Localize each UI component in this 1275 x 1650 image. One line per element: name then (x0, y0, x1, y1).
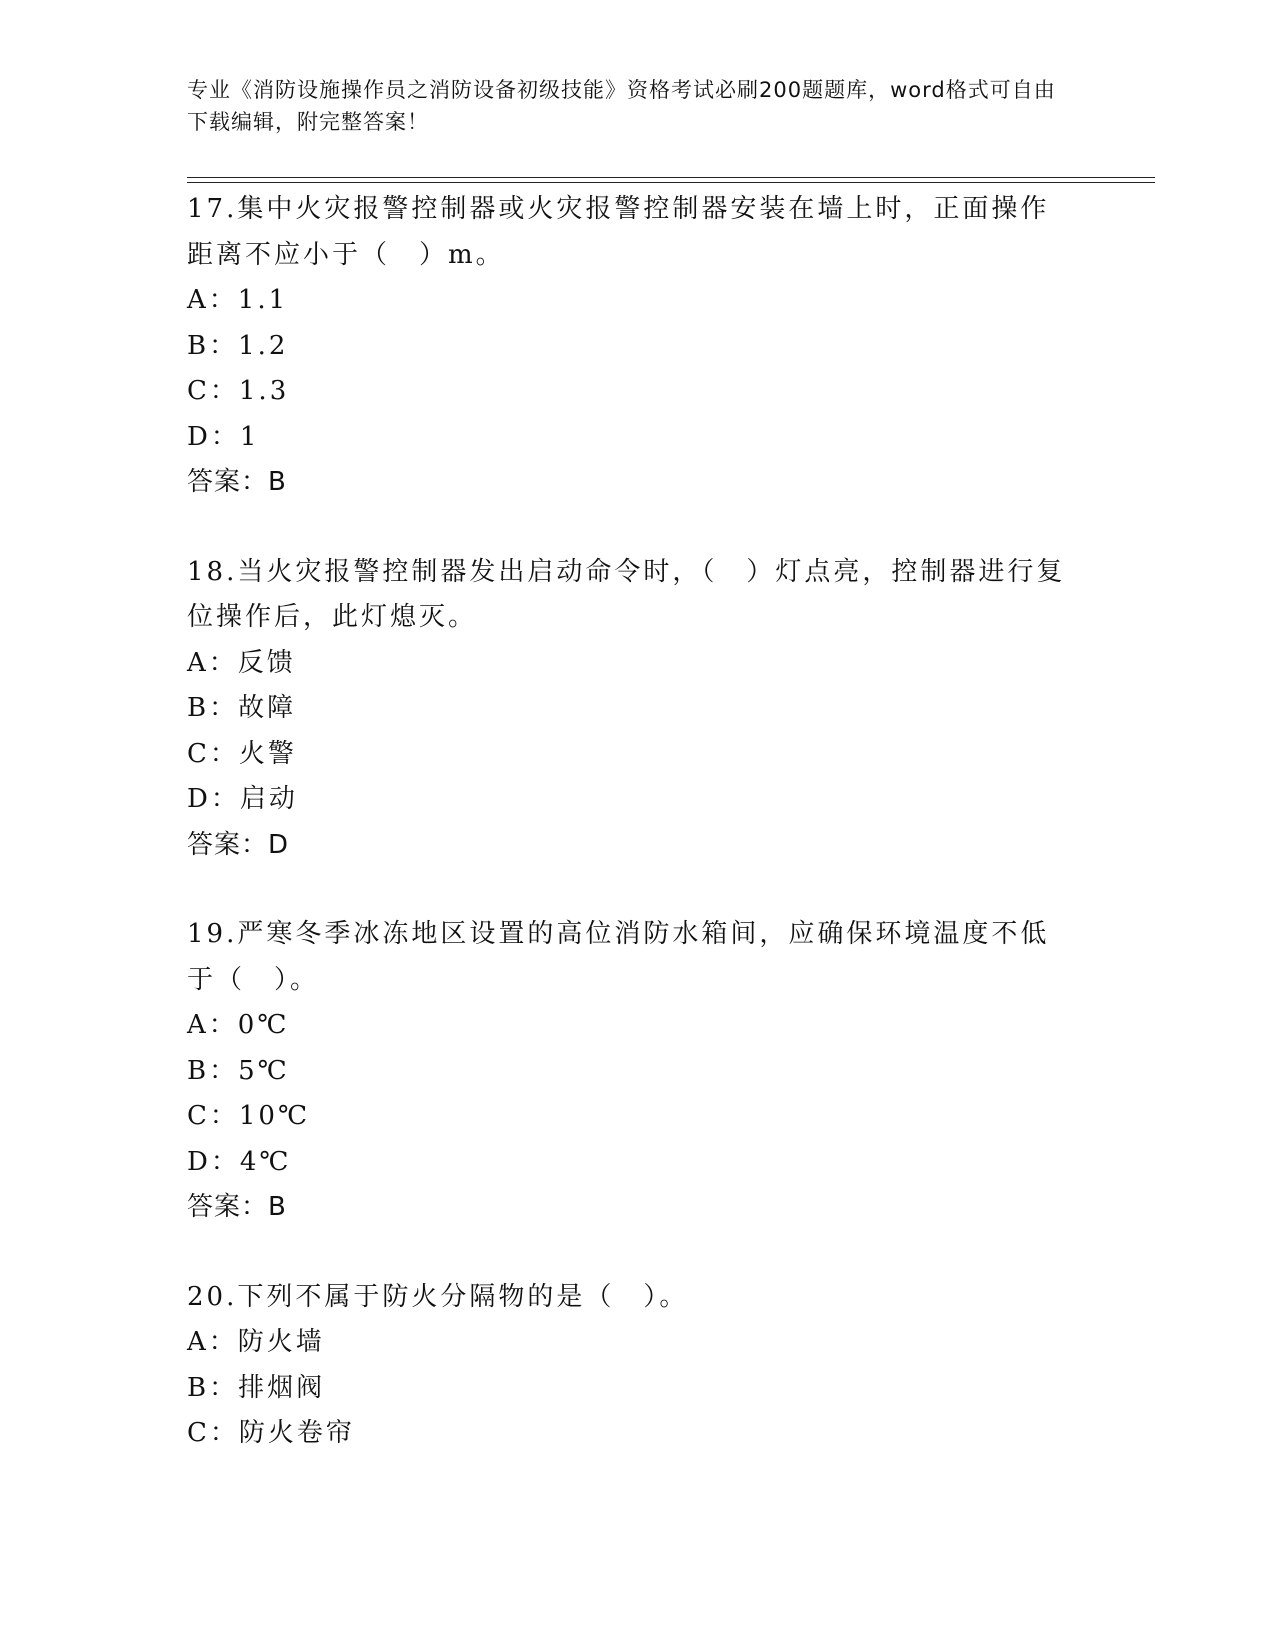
answer: 答案：D (187, 829, 290, 860)
question-19 (187, 912, 1087, 1231)
option-a: A：防火墙 (187, 1327, 325, 1357)
option-b: B：1.2 (187, 330, 289, 361)
option-c: C：1.3 (187, 376, 290, 406)
question-stem: 20.下列不属于防火分隔物的是（ ）。 (187, 1281, 689, 1312)
option-b: B：排烟阀 (187, 1372, 326, 1403)
question-stem: 18.当火灾报警控制器发出启动命令时，（ ）灯点亮，控制器进行复位操作后，此灯熄灭。 (187, 556, 1066, 632)
option-c: C：火警 (187, 738, 297, 769)
option-a: A：0℃ (187, 1010, 290, 1040)
header-divider-bottom (187, 182, 1155, 183)
option-b: B：故障 (187, 693, 297, 723)
option-a: A：1.1 (187, 285, 289, 315)
question-stem: 17.集中火灾报警控制器或火灾报警控制器安装在墙上时，正面操作距离不应小于（ ）m。 (187, 194, 1050, 270)
option-d: D：启动 (187, 784, 298, 814)
answer: 答案：B (187, 467, 287, 497)
option-d: D：4℃ (187, 1146, 292, 1177)
header-divider-top (187, 177, 1155, 178)
answer: 答案：B (187, 1192, 287, 1222)
option-b: B：5℃ (187, 1055, 290, 1086)
option-d: D：1 (187, 421, 260, 452)
question-17 (187, 187, 1087, 506)
document-header: 专业《消防设施操作员之消防设备初级技能》资格考试必刷200题题库，word格式可自由下载编辑，附完整答案！ (187, 78, 1056, 134)
question-list (187, 187, 1087, 1501)
question-20 (187, 1275, 1087, 1457)
question-18 (187, 550, 1087, 869)
option-c: C：10℃ (187, 1101, 311, 1131)
option-c: C：防火卷帘 (187, 1418, 355, 1448)
question-stem: 19.严寒冬季冰冻地区设置的高位消防水箱间，应确保环境温度不低于（ ）。 (187, 919, 1050, 995)
option-a: A：反馈 (187, 647, 296, 678)
